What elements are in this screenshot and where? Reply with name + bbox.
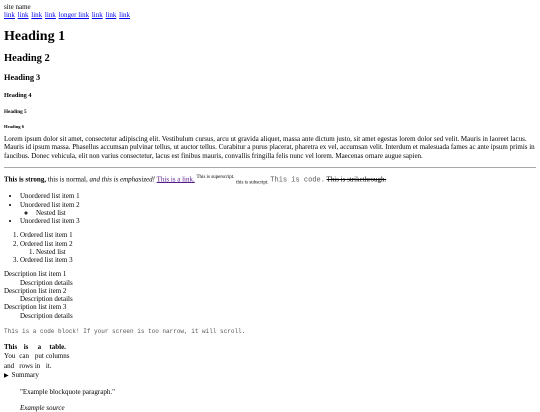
details-summary[interactable] <box>4 371 536 380</box>
table-header-cell: This <box>4 343 17 351</box>
description-term: Description list item 1 <box>4 270 536 278</box>
site-nav <box>4 11 536 19</box>
blockquote <box>20 388 536 412</box>
nested-list-item: 1. Nested list <box>36 248 536 256</box>
description-term: Description list item 2 <box>4 287 536 295</box>
table-header-row <box>4 343 70 351</box>
nav-link-6[interactable]: link <box>92 11 103 19</box>
nested-ordered-list <box>20 248 536 256</box>
heading-6: Heading 6 <box>4 124 536 129</box>
unordered-list-item: • Unordered list item 1 <box>20 192 536 200</box>
ordered-list-item: 1. Ordered list item 1 <box>20 231 536 239</box>
inline-elements-paragraph <box>4 175 536 187</box>
superscript-text: This is superscript. <box>197 175 235 180</box>
nav-link-3[interactable]: link <box>31 11 42 19</box>
table-cell: put <box>35 352 44 360</box>
ordered-list-item-label: Ordered list item 2 <box>20 240 73 248</box>
table-cell: it. <box>46 362 70 370</box>
inline-link[interactable]: This is a link. <box>157 175 195 183</box>
table-cell: You <box>4 352 17 360</box>
main-content <box>4 29 536 412</box>
table-header-cell: table. <box>46 343 70 351</box>
site-header <box>4 3 536 20</box>
summary-label: Summary <box>12 371 39 379</box>
description-details: Description details <box>20 279 536 287</box>
nested-unordered-list <box>20 209 536 217</box>
ordered-list-item: 3. Ordered list item 3 <box>20 256 536 264</box>
nav-link-1[interactable]: link <box>4 11 15 19</box>
example-table <box>2 342 72 371</box>
heading-1: Heading 1 <box>4 29 536 46</box>
ordered-list-item <box>20 240 536 257</box>
heading-2: Heading 2 <box>4 53 536 65</box>
unordered-list-item <box>20 201 536 218</box>
unordered-list <box>4 192 536 225</box>
nav-link-8[interactable]: link <box>119 11 130 19</box>
inline-code: This is code. <box>270 176 325 184</box>
divider <box>4 167 536 168</box>
heading-3: Heading 3 <box>4 73 536 83</box>
description-details: Description details <box>20 312 536 320</box>
code-block[interactable] <box>4 328 536 335</box>
table-header-cell: is <box>19 343 33 351</box>
table-cell: and <box>4 362 17 370</box>
table-cell: in <box>35 362 44 370</box>
nav-link-longer[interactable]: longer link <box>59 11 90 19</box>
table-cell: rows <box>19 362 33 370</box>
disclosure-triangle-icon: ▶ <box>4 373 9 379</box>
nav-link-2[interactable]: link <box>18 11 29 19</box>
nav-link-7[interactable]: link <box>105 11 116 19</box>
blockquote-text: "Example blockquote paragraph." <box>20 388 536 396</box>
table-cell: can <box>19 352 33 360</box>
normal-text: this is normal, <box>46 175 89 183</box>
description-details: Description details <box>20 295 536 303</box>
strikethrough-text: This is strikethrough. <box>327 175 387 183</box>
heading-5: Heading 5 <box>4 109 536 115</box>
table-row <box>4 362 70 370</box>
nested-list-item: ◦ Nested list <box>36 209 536 217</box>
site-name: site name <box>4 3 536 11</box>
table-header-cell: a <box>35 343 44 351</box>
nav-link-4[interactable]: link <box>45 11 56 19</box>
subscript-text: this is subscript. <box>236 181 268 186</box>
lorem-paragraph: Lorem ipsum dolor sit amet, consectetur adipiscing elit. Vestibulum cursus, arcu ut gravida aliquet, massa ante dictum justo, sit amet egestas lorem dolor sed velit. Mauris in laoreet lacus. Mauris id ipsum massa. Phasellus accumsan pulvinar tellus, ut auctor tellus. Curabitur a purus placerat, pharetra ex vel, accumsan velit. Interdum et malesuada fames ac ante ipsum primis in faucibus. Donec vehicula, elit non varius consectetur, lacus est finibus mauris, convallis fringilla felis nunc vel lorem. Maecenas ornare augue sapien. <box>4 135 536 160</box>
code-block-text: This is a code block! If your screen is too narrow, it will scroll. <box>4 328 245 335</box>
strong-text: This is strong, <box>4 175 46 183</box>
table-row <box>4 352 70 360</box>
heading-4: Heading 4 <box>4 92 536 99</box>
ordered-list <box>4 231 536 264</box>
description-term: Description list item 3 <box>4 303 536 311</box>
unordered-list-item: • Unordered list item 3 <box>20 217 536 225</box>
blockquote-source: Example source <box>20 404 536 412</box>
table-cell: columns <box>46 352 70 360</box>
description-list <box>4 270 536 320</box>
emphasized-text: and this is emphasized! <box>89 175 155 183</box>
unordered-list-item-label: Unordered list item 2 <box>20 201 80 209</box>
